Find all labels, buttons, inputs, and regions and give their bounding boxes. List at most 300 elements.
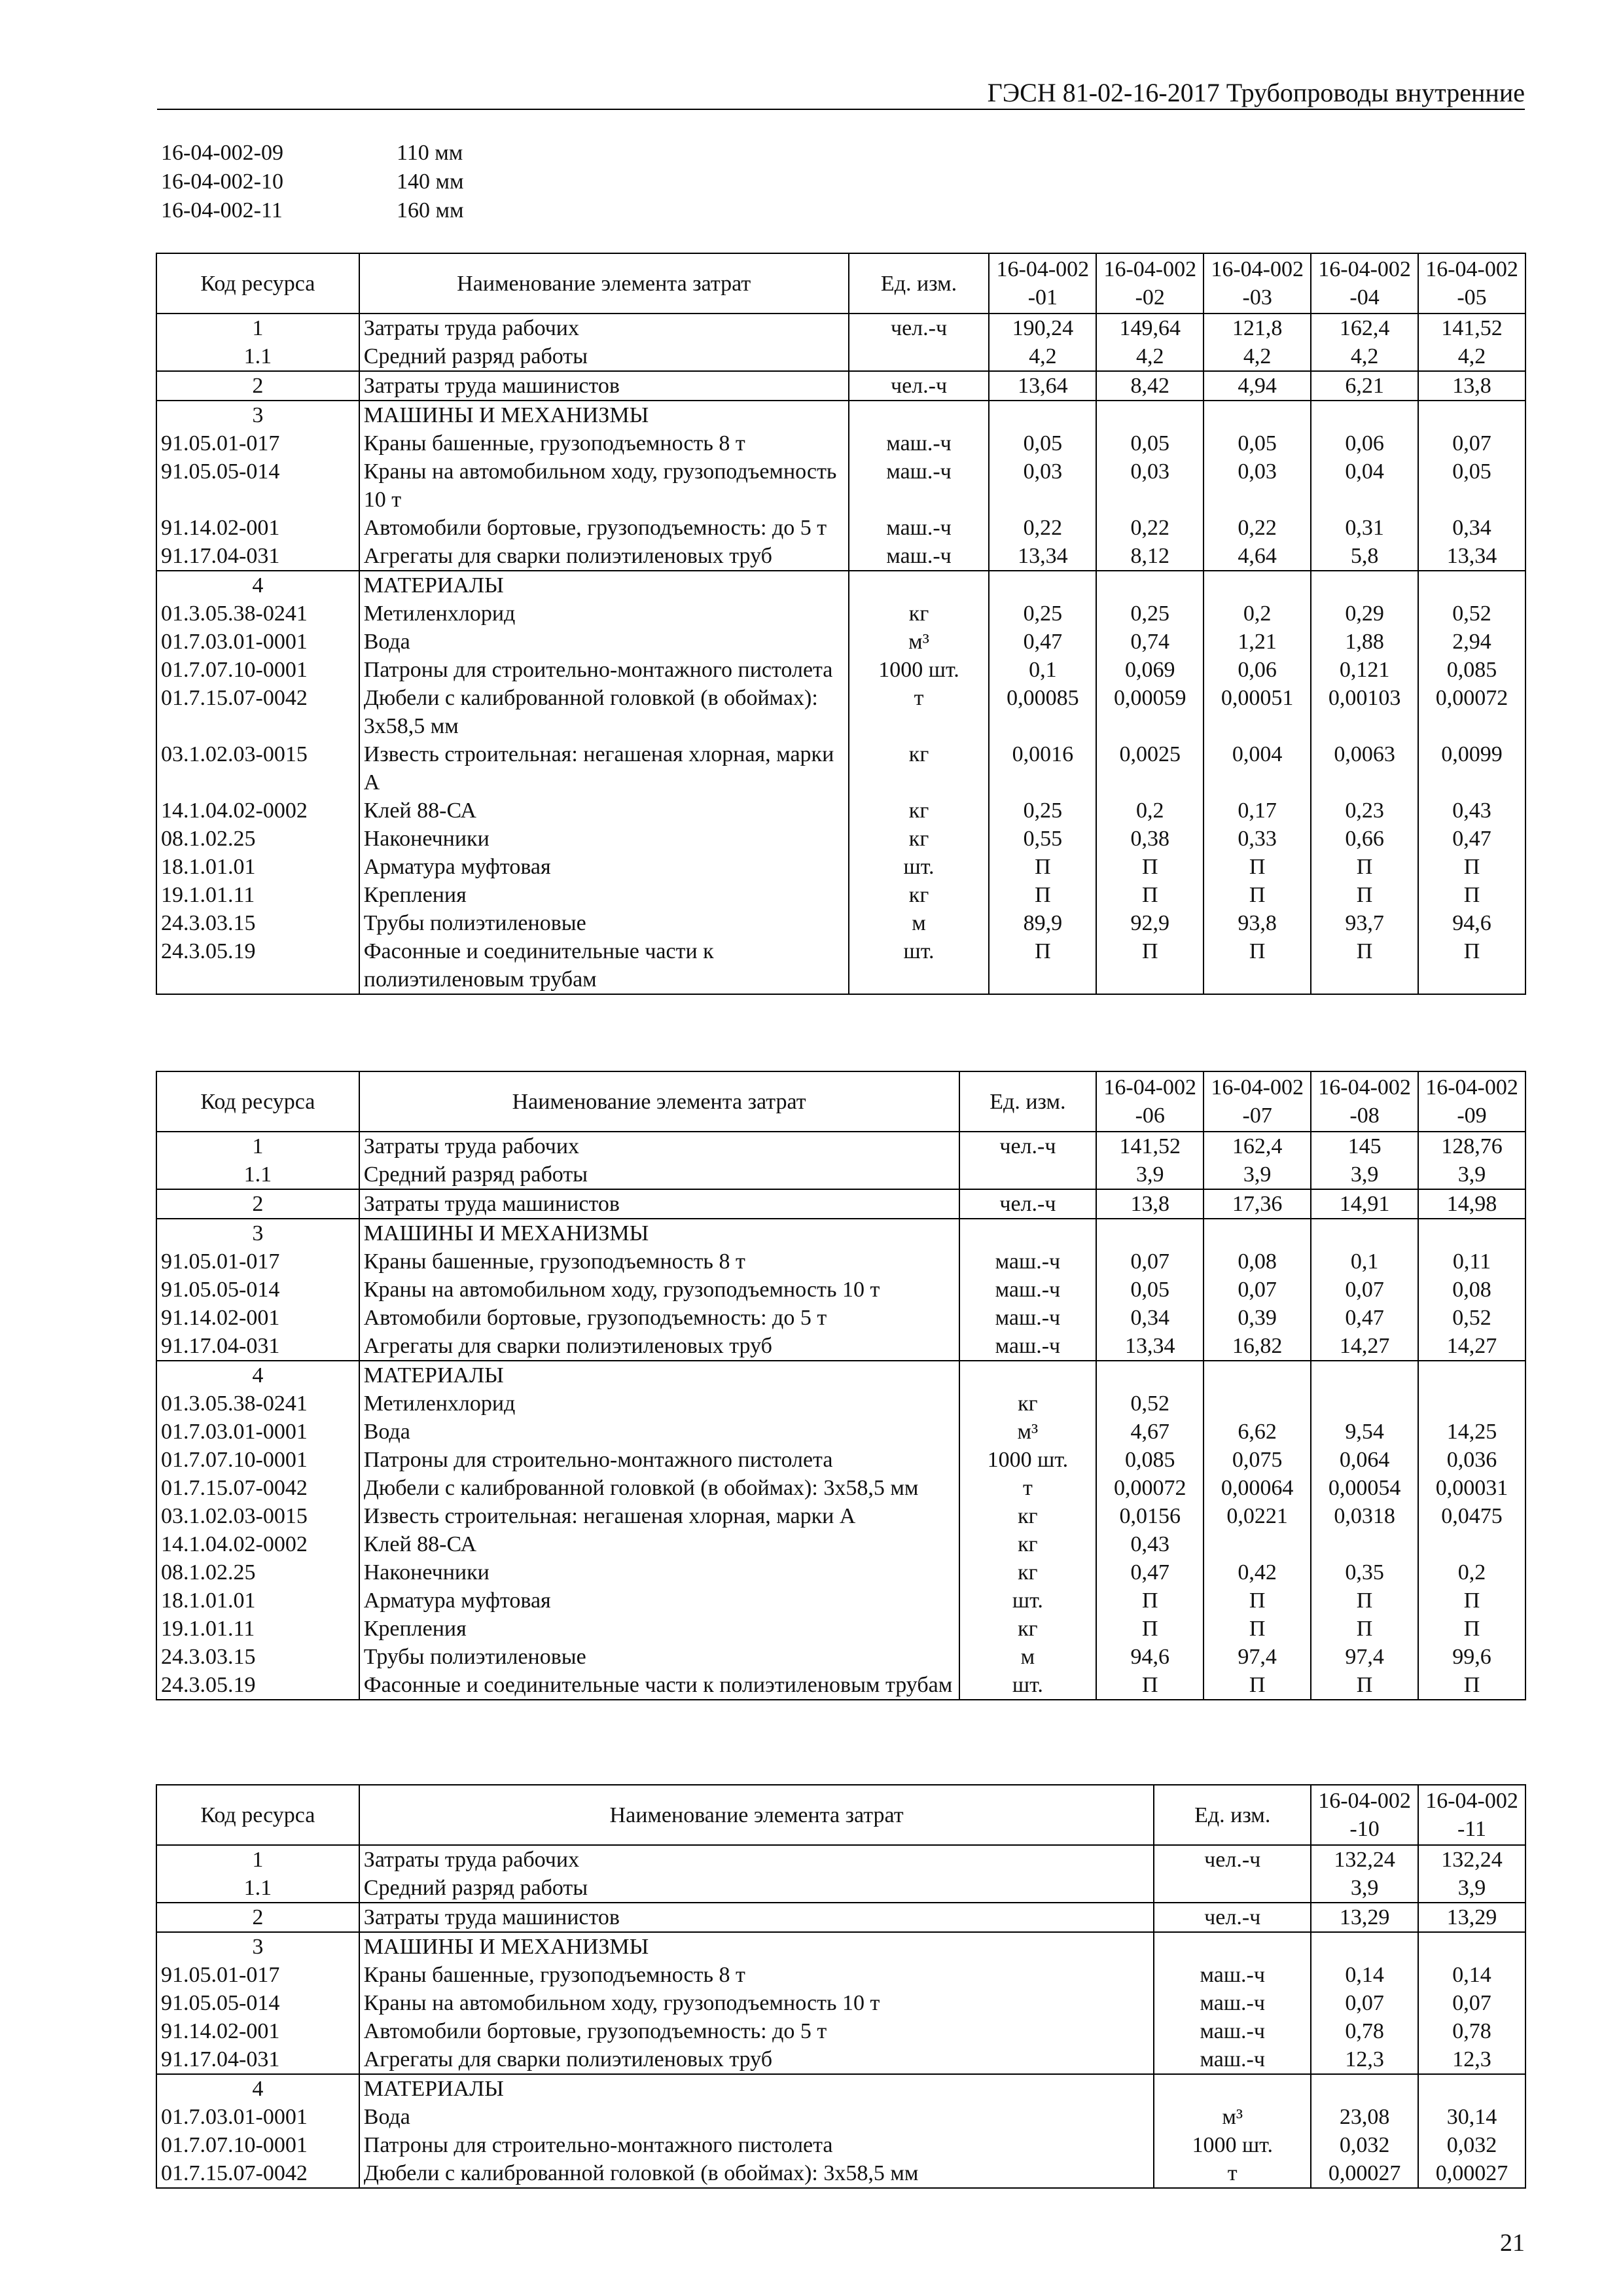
table-row [156,542,1525,571]
norm-value: 8,12 [1096,542,1204,571]
resource-code: 4 [156,1361,359,1390]
norm-value [1096,1219,1204,1247]
header-unit: Ед. изм. [1154,1785,1311,1845]
cost-element-name: Краны на автомобильном ходу, грузоподъемность 10 т [359,1276,959,1304]
norm-value: 97,4 [1204,1643,1311,1671]
norm-value: 2,94 [1418,628,1525,656]
norm-value: 13,8 [1418,371,1525,401]
norm-value: 0,05 [1096,429,1204,457]
cost-element-name: Крепления [359,1615,959,1643]
unit: м [849,909,990,937]
norm-value [1204,1390,1311,1418]
norm-value: 23,08 [1311,2103,1418,2131]
resource-code: 3 [156,1932,359,1961]
unit: шт. [849,937,990,994]
norm-value [1311,1530,1418,1558]
cost-element-name: Краны башенные, грузоподъемность 8 т [359,429,849,457]
unit: чел.-ч [959,1189,1097,1219]
cost-element-name: Арматура муфтовая [359,1587,959,1615]
norm-value: 13,29 [1311,1903,1418,1932]
resource-code: 01.7.07.10-0001 [156,656,359,684]
table-row [156,1932,1525,1961]
norm-value: П [1096,1615,1204,1643]
norm-value [1418,1390,1525,1418]
norm-value: 0,78 [1418,2017,1525,2045]
norm-value: 0,00103 [1311,684,1418,740]
norm-value: 4,94 [1204,371,1311,401]
header-name: Наименование элемента затрат [359,1071,959,1132]
norm-value: 0,23 [1311,797,1418,825]
norm-value: 0,42 [1204,1558,1311,1587]
unit: маш.-ч [1154,1989,1311,2017]
cost-element-name: Вода [359,2103,1154,2131]
norm-value: 0,34 [1418,514,1525,542]
norm-value: П [1311,881,1418,909]
table-row [156,1446,1525,1474]
norm-value: 12,3 [1311,2045,1418,2074]
intro-code: 16-04-002-09 [161,141,283,165]
resource-code: 24.3.03.15 [156,1643,359,1671]
table-row [156,1418,1525,1446]
cost-element-name: Агрегаты для сварки полиэтиленовых труб [359,2045,1154,2074]
norm-value: 0,03 [989,457,1096,514]
resource-code: 24.3.05.19 [156,937,359,994]
intro-size: 160 мм [397,198,464,223]
norm-value: 190,24 [989,314,1096,342]
cost-element-name: Затраты труда рабочих [359,314,849,342]
table-row [156,1132,1525,1160]
norm-value [1311,1219,1418,1247]
unit: маш.-ч [959,1332,1097,1361]
cost-element-name: Краны на автомобильном ходу, грузоподъемность 10 т [359,457,849,514]
norm-value: 0,14 [1311,1961,1418,1989]
table-row [156,401,1525,429]
unit: шт. [959,1587,1097,1615]
table-row [156,740,1525,797]
table-row [156,457,1525,514]
cost-element-name: Крепления [359,881,849,909]
norm-value: 13,34 [1096,1332,1204,1361]
resource-code: 01.3.05.38-0241 [156,600,359,628]
table-row [156,909,1525,937]
norm-value: П [1418,937,1525,994]
norm-value: 14,27 [1311,1332,1418,1361]
norm-value: 4,67 [1096,1418,1204,1446]
norm-value: 0,78 [1311,2017,1418,2045]
resource-code: 1 [156,314,359,342]
table-row [156,1671,1525,1700]
norm-value: П [1418,881,1525,909]
norm-value: 0,0099 [1418,740,1525,797]
cost-element-name: Средний разряд работы [359,1874,1154,1903]
norm-value: 0,03 [1204,457,1311,514]
unit [849,342,990,371]
norm-value: 0,07 [1311,1276,1418,1304]
norm-value: 0,39 [1204,1304,1311,1332]
unit: маш.-ч [849,457,990,514]
norm-value: 0,00085 [989,684,1096,740]
norm-value: 92,9 [1096,909,1204,937]
intro-row [161,139,464,168]
page-number: 21 [1500,2229,1525,2257]
norm-value: 13,34 [1418,542,1525,571]
norm-value: 0,08 [1204,1247,1311,1276]
norm-value: П [989,853,1096,881]
norm-value: 0,55 [989,825,1096,853]
resource-code: 19.1.01.11 [156,1615,359,1643]
cost-element-name: Затраты труда машинистов [359,1903,1154,1932]
table-row [156,571,1525,600]
norm-value: 0,064 [1311,1446,1418,1474]
norm-value: 0,34 [1096,1304,1204,1332]
norm-value: 4,2 [1418,342,1525,371]
header-code: Код ресурса [156,1071,359,1132]
cost-element-name: Дюбели с калиброванной головкой (в обоймах): 3х58,5 мм [359,684,849,740]
norm-value: П [1311,1615,1418,1643]
unit [849,401,990,429]
norm-value: П [1418,1671,1525,1700]
unit [959,1160,1097,1189]
resource-code: 24.3.03.15 [156,909,359,937]
header-rate-code: 16-04-002-06 [1096,1071,1204,1132]
table-row [156,1845,1525,1874]
resource-code: 08.1.02.25 [156,1558,359,1587]
cost-element-name: Затраты труда машинистов [359,1189,959,1219]
norm-value: 3,9 [1311,1160,1418,1189]
cost-element-name: Краны на автомобильном ходу, грузоподъемность 10 т [359,1989,1154,2017]
norm-value: 17,36 [1204,1189,1311,1219]
unit: т [849,684,990,740]
norm-value: П [1204,1671,1311,1700]
resource-code: 2 [156,371,359,401]
unit: маш.-ч [1154,2045,1311,2074]
cost-element-name: Затраты труда машинистов [359,371,849,401]
unit: маш.-ч [849,514,990,542]
header-unit: Ед. изм. [959,1071,1097,1132]
unit: кг [849,600,990,628]
unit: чел.-ч [1154,1845,1311,1874]
norm-value: 0,05 [989,429,1096,457]
cost-element-name: Автомобили бортовые, грузоподъемность: до 5 т [359,2017,1154,2045]
norm-value: 3,9 [1418,1874,1525,1903]
norm-value: 0,47 [989,628,1096,656]
intro-size: 140 мм [397,170,464,194]
table-row [156,1189,1525,1219]
norm-value: П [1418,1587,1525,1615]
resource-code: 1 [156,1845,359,1874]
resource-code: 3 [156,401,359,429]
document-title: ГЭСН 81-02-16-2017 Трубопроводы внутренние [987,78,1525,107]
unit: 1000 шт. [959,1446,1097,1474]
cost-element-name: Патроны для строительно-монтажного пистолета [359,1446,959,1474]
table-row [156,1903,1525,1932]
cost-element-name: Автомобили бортовые, грузоподъемность: до 5 т [359,514,849,542]
table-row [156,1332,1525,1361]
unit: маш.-ч [959,1304,1097,1332]
header-rate-code: 16-04-002-11 [1418,1785,1525,1845]
norm-value: П [1204,937,1311,994]
norm-value: 0,075 [1204,1446,1311,1474]
table-row [156,684,1525,740]
norm-value: 4,64 [1204,542,1311,571]
table-row [156,429,1525,457]
norm-value: 5,8 [1311,542,1418,571]
norm-value: 0,04 [1311,457,1418,514]
unit: шт. [959,1671,1097,1700]
header-name: Наименование элемента затрат [359,253,849,314]
norm-value: 0,74 [1096,628,1204,656]
norm-value: 132,24 [1311,1845,1418,1874]
intro-code: 16-04-002-11 [161,198,283,223]
norm-value: 0,07 [1418,1989,1525,2017]
cost-element-name: Агрегаты для сварки полиэтиленовых труб [359,1332,959,1361]
table-row [156,1474,1525,1502]
resource-code: 91.05.01-017 [156,1247,359,1276]
norm-value: 0,33 [1204,825,1311,853]
norm-value: 30,14 [1418,2103,1525,2131]
unit [959,1219,1097,1247]
unit: м³ [959,1418,1097,1446]
unit: кг [849,740,990,797]
cost-element-name: Автомобили бортовые, грузоподъемность: до 5 т [359,1304,959,1332]
norm-value: 0,25 [989,600,1096,628]
norm-value: 0,25 [989,797,1096,825]
unit: кг [959,1530,1097,1558]
header-rate-code: 16-04-002-09 [1418,1071,1525,1132]
norm-value: 0,032 [1311,2131,1418,2159]
norm-value: 0,47 [1096,1558,1204,1587]
resource-code: 01.7.07.10-0001 [156,2131,359,2159]
cost-table-2 [156,1071,1526,1700]
norm-value: 0,121 [1311,656,1418,684]
resource-code: 91.17.04-031 [156,2045,359,2074]
cost-element-name: Наконечники [359,825,849,853]
norm-value: 0,0221 [1204,1502,1311,1530]
norm-value [989,571,1096,600]
cost-element-name: Известь строительная: негашеная хлорная, марки А [359,740,849,797]
unit: кг [959,1615,1097,1643]
norm-value: 0,38 [1096,825,1204,853]
norm-value: 132,24 [1418,1845,1525,1874]
norm-value: П [1418,1615,1525,1643]
norm-value: 0,00072 [1096,1474,1204,1502]
cost-element-name: Краны башенные, грузоподъемность 8 т [359,1961,1154,1989]
cost-element-name: Затраты труда рабочих [359,1845,1154,1874]
resource-code: 91.05.05-014 [156,457,359,514]
resource-code: 01.7.15.07-0042 [156,684,359,740]
norm-value: П [1418,853,1525,881]
cost-element-name: Наконечники [359,1558,959,1587]
norm-value: 0,07 [1418,429,1525,457]
resource-code: 01.3.05.38-0241 [156,1390,359,1418]
norm-value: 0,2 [1418,1558,1525,1587]
resource-code: 18.1.01.01 [156,853,359,881]
table-row [156,314,1525,342]
norm-value: 0,00031 [1418,1474,1525,1502]
norm-value [1418,401,1525,429]
norm-value: 14,25 [1418,1418,1525,1446]
intro-size: 110 мм [397,141,463,165]
table-row [156,1502,1525,1530]
norm-value: 14,98 [1418,1189,1525,1219]
norm-value: 3,9 [1204,1160,1311,1189]
norm-value: 3,9 [1418,1160,1525,1189]
header-rate-code: 16-04-002-03 [1204,253,1311,314]
norm-value [1418,1219,1525,1247]
norm-value: 0,2 [1204,600,1311,628]
norm-value: 0,00027 [1311,2159,1418,2188]
resource-code: 03.1.02.03-0015 [156,1502,359,1530]
norm-value [1204,1219,1311,1247]
cost-table-1 [156,253,1526,995]
table-row [156,1587,1525,1615]
table-row [156,1361,1525,1390]
unit [849,571,990,600]
norm-value: 0,0318 [1311,1502,1418,1530]
resource-code: 01.7.15.07-0042 [156,2159,359,2188]
norm-value: 0,032 [1418,2131,1525,2159]
norm-value: 141,52 [1418,314,1525,342]
norm-value: 93,8 [1204,909,1311,937]
header-unit: Ед. изм. [849,253,990,314]
norm-value: 93,7 [1311,909,1418,937]
cost-element-name: Известь строительная: негашеная хлорная, марки А [359,1502,959,1530]
table-row [156,1615,1525,1643]
resource-code: 2 [156,1903,359,1932]
norm-value [1096,571,1204,600]
norm-value: 1,21 [1204,628,1311,656]
norm-value: 13,8 [1096,1189,1204,1219]
norm-value [1204,1361,1311,1390]
norm-value: 0,07 [1311,1989,1418,2017]
norm-value: П [1096,853,1204,881]
table-row [156,797,1525,825]
norm-value: 0,66 [1311,825,1418,853]
unit: т [959,1474,1097,1502]
table-row [156,881,1525,909]
unit: маш.-ч [849,542,990,571]
norm-value: 0,22 [989,514,1096,542]
resource-code: 1.1 [156,1160,359,1189]
resource-code: 14.1.04.02-0002 [156,1530,359,1558]
norm-value: 0,06 [1311,429,1418,457]
norm-value: 97,4 [1311,1643,1418,1671]
cost-element-name: МАТЕРИАЛЫ [359,2074,1154,2103]
norm-value: 89,9 [989,909,1096,937]
norm-value: 4,2 [1096,342,1204,371]
norm-value: 0,05 [1418,457,1525,514]
unit: маш.-ч [959,1276,1097,1304]
norm-value: 141,52 [1096,1132,1204,1160]
cost-element-name: Трубы полиэтиленовые [359,1643,959,1671]
resource-code: 01.7.03.01-0001 [156,628,359,656]
table-row [156,1276,1525,1304]
norm-value: 0,52 [1096,1390,1204,1418]
norm-value: 0,11 [1418,1247,1525,1276]
resource-code: 91.17.04-031 [156,542,359,571]
cost-element-name: Вода [359,628,849,656]
unit [959,1361,1097,1390]
norm-value: 1,88 [1311,628,1418,656]
table-header-row [156,1785,1525,1845]
resource-code: 03.1.02.03-0015 [156,740,359,797]
table-row [156,2074,1525,2103]
resource-code: 3 [156,1219,359,1247]
unit: шт. [849,853,990,881]
unit: чел.-ч [959,1132,1097,1160]
norm-value: П [1096,937,1204,994]
norm-value: 0,05 [1096,1276,1204,1304]
resource-code: 18.1.01.01 [156,1587,359,1615]
header-rate-code: 16-04-002-08 [1311,1071,1418,1132]
table-row [156,1989,1525,2017]
table-row [156,937,1525,994]
norm-value: 0,31 [1311,514,1418,542]
norm-value: 0,2 [1096,797,1204,825]
norm-value [1311,1390,1418,1418]
norm-value [1418,1530,1525,1558]
resource-code: 91.14.02-001 [156,514,359,542]
norm-value [1418,571,1525,600]
table-row [156,853,1525,881]
cost-element-name: Дюбели с калиброванной головкой (в обоймах): 3х58,5 мм [359,2159,1154,2188]
norm-value: П [1204,881,1311,909]
resource-code: 14.1.04.02-0002 [156,797,359,825]
norm-value: 0,1 [989,656,1096,684]
cost-element-name: Клей 88-СА [359,797,849,825]
table-row [156,2045,1525,2074]
cost-element-name: Средний разряд работы [359,342,849,371]
norm-value: 162,4 [1204,1132,1311,1160]
norm-value: П [1311,1671,1418,1700]
intro-code: 16-04-002-10 [161,170,283,194]
table-row [156,600,1525,628]
norm-value [1204,571,1311,600]
norm-value: 0,14 [1418,1961,1525,1989]
norm-value: 6,62 [1204,1418,1311,1446]
resource-code: 1 [156,1132,359,1160]
cost-element-name: Затраты труда рабочих [359,1132,959,1160]
cost-element-name: МАШИНЫ И МЕХАНИЗМЫ [359,1932,1154,1961]
norm-value: 0,25 [1096,600,1204,628]
resource-code: 08.1.02.25 [156,825,359,853]
norm-value: 0,07 [1204,1276,1311,1304]
cost-element-name: Метиленхлорид [359,1390,959,1418]
table-row [156,2159,1525,2188]
table-row [156,514,1525,542]
norm-value: 121,8 [1204,314,1311,342]
norm-value: 0,07 [1096,1247,1204,1276]
norm-value: П [1204,853,1311,881]
cost-element-name: МАТЕРИАЛЫ [359,1361,959,1390]
cost-element-name: Трубы полиэтиленовые [359,909,849,937]
norm-value: 13,64 [989,371,1096,401]
norm-value: 149,64 [1096,314,1204,342]
norm-value: 0,0016 [989,740,1096,797]
norm-value: 3,9 [1096,1160,1204,1189]
unit: м³ [849,628,990,656]
resource-code: 24.3.05.19 [156,1671,359,1700]
resource-code: 01.7.07.10-0001 [156,1446,359,1474]
header-code: Код ресурса [156,1785,359,1845]
norm-value: 3,9 [1311,1874,1418,1903]
unit: маш.-ч [1154,2017,1311,2045]
norm-value: 0,0063 [1311,740,1418,797]
unit: чел.-ч [1154,1903,1311,1932]
norm-value: 0,00064 [1204,1474,1311,1502]
unit: 1000 шт. [849,656,990,684]
norm-value: 0,35 [1311,1558,1418,1587]
